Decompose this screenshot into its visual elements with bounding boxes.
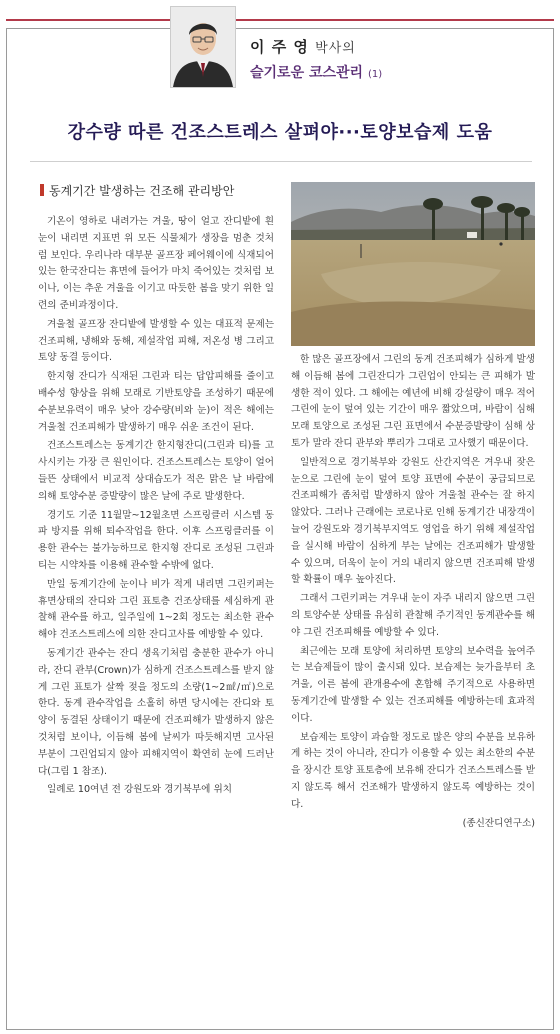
- article-column-right: [291, 352, 535, 832]
- paragraph: 동계기간 관수는 잔디 생육기처럼 충분한 관수가 아니라, 잔디 관부(Crown)가 심하게 건조스트레스를 받지 않게 그린 표토가 살짝 젖을 정도의 소량(1~2㎖/㎡)으로 한다. 동계 관수작업을 소홀히 하면 당시에는 잔디와 토양이 동결된 상태이기 때문에 건조피해가 발생하지 않은 것처럼 보이나, 이듬해 봄에 날씨가 따듯해지면 고사된 부분이 그린업되지 않아 피해지역이 확연히 눈에 드러난다(그림 1 참조).: [38, 647, 274, 777]
- paragraph: 일반적으로 경기북부와 강원도 산간지역은 겨우내 잦은 눈으로 그린에 눈이 덮여 토양 표면에 수분이 공급되므로 건조피해가 좀처럼 발생하지 않아 겨울철 관수는 잘 하지 않았다. 그러나 근래에는 코로나로 인해 동계기간 내장객이 늘어 강원도와 경기북부지역도 영업을 하기 위해 제설작업을 실시해 바람이 심하게 부는 날에는 건조피해가 발생할 수 있으며, 더욱이 눈이 거의 내리지 않으면 건조피해 발생할 확률이 매우 높아진다.: [291, 456, 535, 586]
- article-headline: 강수량 따른 건조스트레스 살펴야···토양보습제 도움: [67, 122, 493, 143]
- section-marker: [40, 184, 44, 196]
- paragraph: 최근에는 모래 토양에 처리하면 토양의 보수력을 높여주는 보습제들이 많이 출시돼 있다. 보습제는 늦가을부터 초겨울, 이른 봄에 관개용수에 혼합해 주기적으로 사용하면 동계기간에 발생할 수 있는 건조피해를 예방하는데 효과적이다.: [291, 645, 535, 724]
- author-portrait: [170, 6, 236, 88]
- series-name: 슬기로운 코스관리: [250, 65, 364, 81]
- article-source: (종신잔디연구소): [462, 817, 535, 829]
- paragraph: 한지형 잔디가 식재된 그린과 티는 답압피해를 줄이고 배수성 향상을 위해 모래로 기반토양을 조성하기 때문에 수분보유력이 매우 낮아 강수량(비와 눈)이 적은 해에는 겨울철 건조피해가 발생하기 매우 쉬운 조건이 된다.: [38, 371, 274, 433]
- section-title-text: 동계기간 발생하는 건조해 관리방안: [49, 184, 235, 198]
- article-column-left: [38, 214, 274, 801]
- series-number: (1): [367, 69, 383, 80]
- paragraph: 겨울철 골프장 잔디밭에 발생할 수 있는 대표적 문제는 건조피해, 냉해와 동해, 제설작업 피해, 저온성 병 그리고 토양 동결 등이다.: [38, 318, 274, 364]
- header-rule: [6, 19, 554, 21]
- author-byline: [250, 36, 356, 57]
- golf-course-image: [291, 182, 535, 346]
- author-name: 이 주 영: [250, 38, 309, 56]
- section-title: [40, 182, 234, 199]
- paragraph: 한 많은 골프장에서 그린의 동계 건조피해가 심하게 발생해 이듬해 봄에 그린잔디가 그린업이 안되는 큰 피해가 발생한 적이 있다. 그 해에는 예년에 비해 강설량이 매우 적어 그린에 눈이 덮여 있는 기간이 매우 짧았으며, 바람이 심해 모래 토양으로 조성된 그린 표면에서 수분증발량이 심해 상토가 말라 잔디 관부와 뿌리가 그대로 고사했기 때문이다.: [291, 354, 535, 449]
- paragraph: 그래서 그린키퍼는 겨우내 눈이 자주 내리지 않으면 그린의 토양수분 상태를 유심히 관찰해 주기적인 동계관수를 해야 그린 건조피해를 예방할 수 있다.: [291, 593, 535, 638]
- author-title: 박사의: [315, 41, 356, 56]
- paragraph: 보습제는 토양이 과습할 정도로 많은 양의 수분을 보유하게 하는 것이 아니라, 잔디가 이용할 수 있는 최소한의 수분을 장시간 토양 표토층에 보유해 잔디가 건조스트레스를 받지 않도록 해서 건조해가 발생하지 않도록 예방하는 것이다.: [291, 731, 535, 810]
- paragraph: 경기도 기준 11월말~12월초면 스프링클러 시스템 동파 방지를 위해 퇴수작업을 한다. 이후 스프링클러를 이용한 관수는 불가능하므로 한지형 잔디로 조성된 그린과 티는 시약차를 이용해 관수할 수밖에 없다.: [38, 509, 274, 571]
- paragraph: 기온이 영하로 내려가는 겨울, 땅이 얼고 잔디밭에 흰눈이 내리면 지표면 위 모든 식물체가 생장을 멈춘 것처럼 보인다. 우리나라 대부분 골프장 페어웨이에 식재되어 있는 한국잔디는 휴면에 들어가 마치 죽어있는 것처럼 보이나, 이는 추운 겨울을 이기고 따듯한 봄을 맞기 위한 일련의 준비과정이다.: [38, 216, 274, 311]
- paragraph: 만일 동계기간에 눈이나 비가 적게 내리면 그린키퍼는 휴면상태의 잔디와 그린 표토층 건조상태를 세심하게 관찰해 관수를 하고, 일주일에 1~2회 정도는 최소한 관수해야 건조스트레스에 의한 잔디고사를 예방할 수 있다.: [38, 578, 274, 641]
- paragraph: 일례로 10여년 전 강원도와 경기북부에 위치: [47, 784, 233, 796]
- series-label: [250, 62, 382, 82]
- headline-divider: [30, 161, 532, 162]
- author-photo: [171, 7, 235, 87]
- golf-course-photo: [291, 182, 535, 346]
- paragraph: 건조스트레스는 동계기간 한지형잔디(그린과 티)를 고사시키는 가장 큰 원인이다. 건조스트레스는 토양이 얼어 들뜬 상태에서 비교적 상대습도가 적은 맑은 날 바람에 의해 토양수분 증발량이 많은 날에 주로 발생한다.: [38, 440, 274, 502]
